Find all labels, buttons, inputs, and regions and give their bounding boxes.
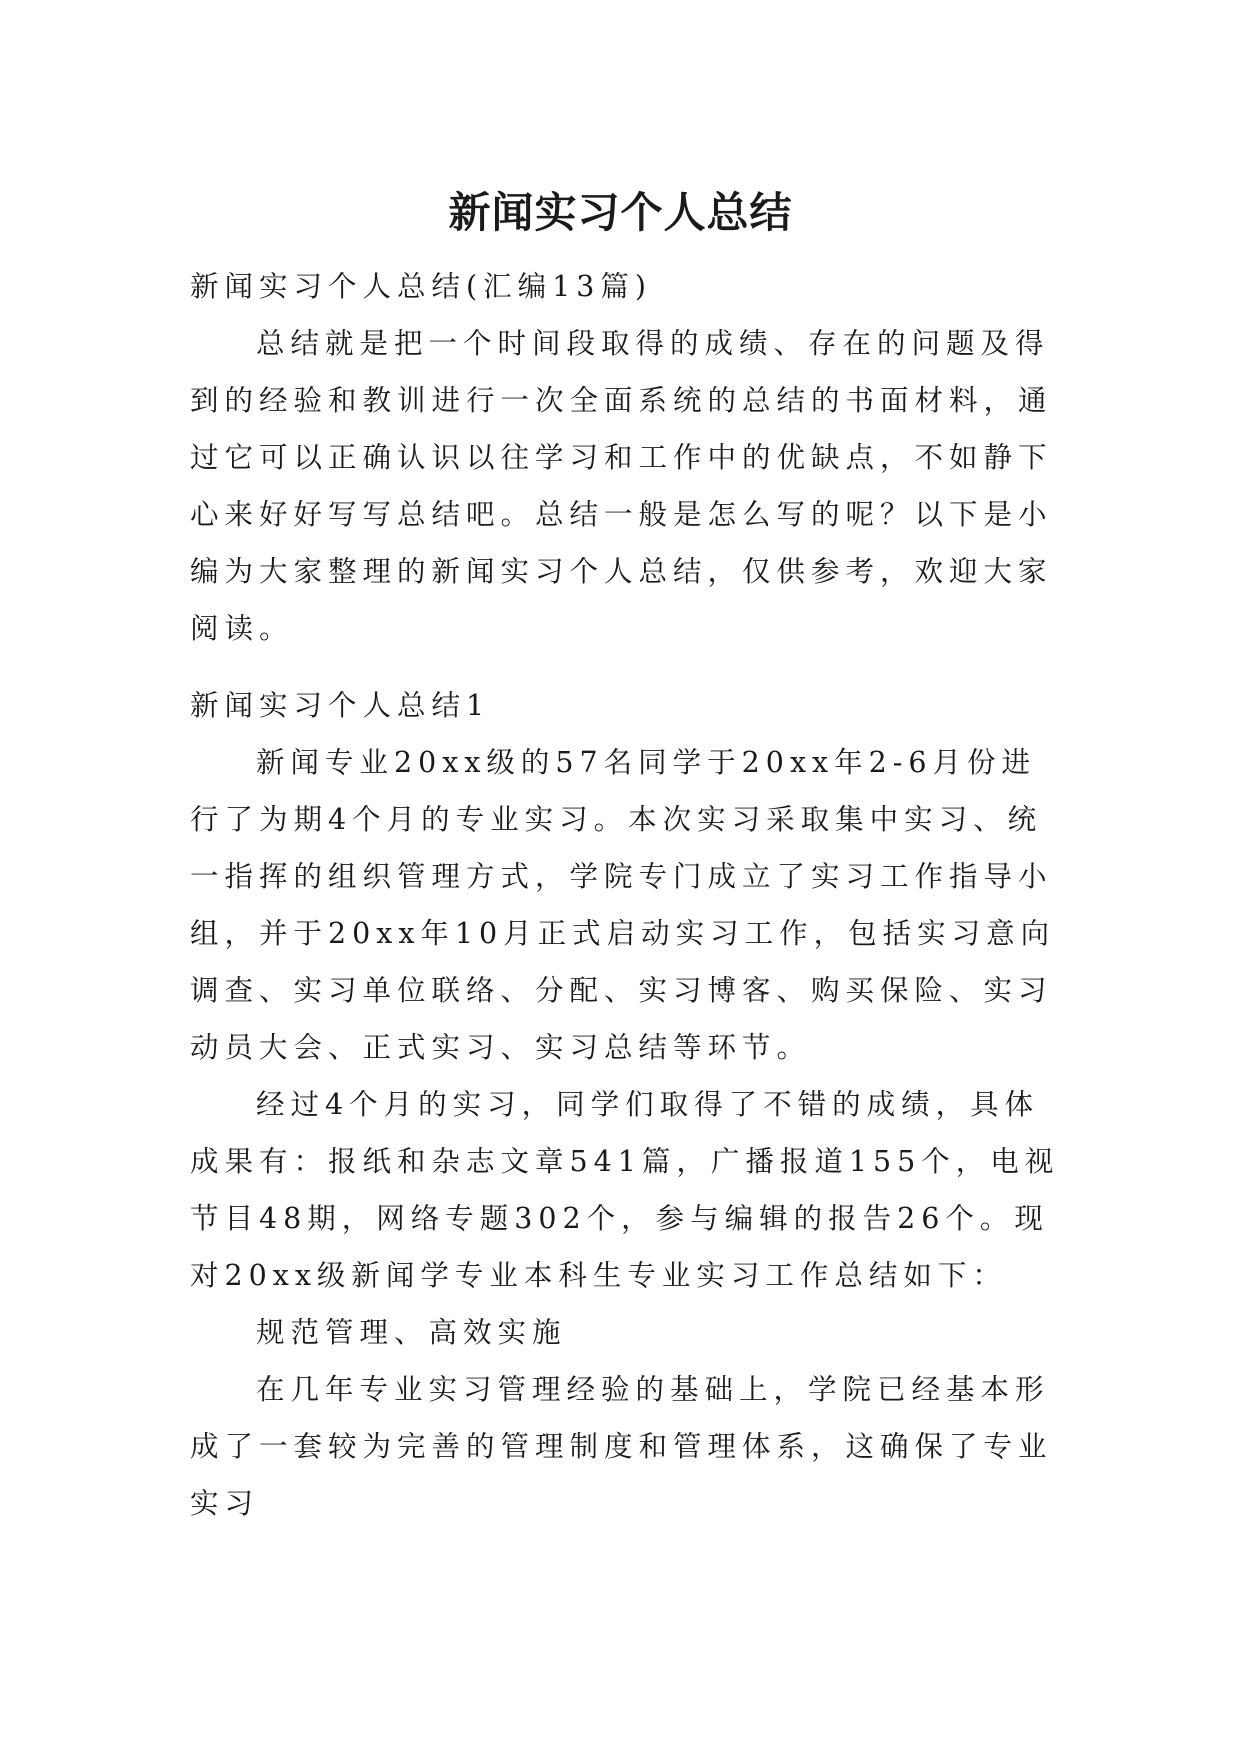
section-1-paragraph: 在几年专业实习管理经验的基础上，学院已经基本形成了一套较为完善的管理制度和管理体系，这确保了专业实习	[190, 1373, 1053, 1520]
section-1-paragraph: 经过4个月的实习，同学们取得了不错的成绩，具体成果有：报纸和杂志文章541篇，广播报道155个，电视节目48期，网络专题302个，参与编辑的报告26个。现对20xx级新闻学专业本科生专业实习工作总结如下：	[190, 1088, 1060, 1292]
section-1-heading: 新闻实习个人总结1	[190, 689, 491, 722]
intro-section	[190, 258, 1070, 657]
section-1	[190, 677, 1070, 1532]
document-title: 新闻实习个人总结	[448, 188, 793, 238]
section-1-subheading: 规范管理、高效实施	[256, 1316, 567, 1349]
intro-paragraph: 总结就是把一个时间段取得的成绩、存在的问题及得到的经验和教训进行一次全面系统的总结的书面材料，通过它可以正确认识以往学习和工作中的优缺点，不如静下心来好好写写总结吧。总结一般是怎么写的呢？以下是小编为大家整理的新闻实习个人总结，仅供参考，欢迎大家阅读。	[190, 327, 1053, 645]
intro-heading: 新闻实习个人总结(汇编13篇)	[190, 270, 653, 303]
section-1-paragraph: 新闻专业20xx级的57名同学于20xx年2-6月份进行了为期4个月的专业实习。本次实习采取集中实习、统一指挥的组织管理方式，学院专门成立了实习工作指导小组，并于20xx年10月正式启动实习工作，包括实习意向调查、实习单位联络、分配、实习博客、购买保险、实习动员大会、正式实习、实习总结等环节。	[190, 746, 1056, 1064]
